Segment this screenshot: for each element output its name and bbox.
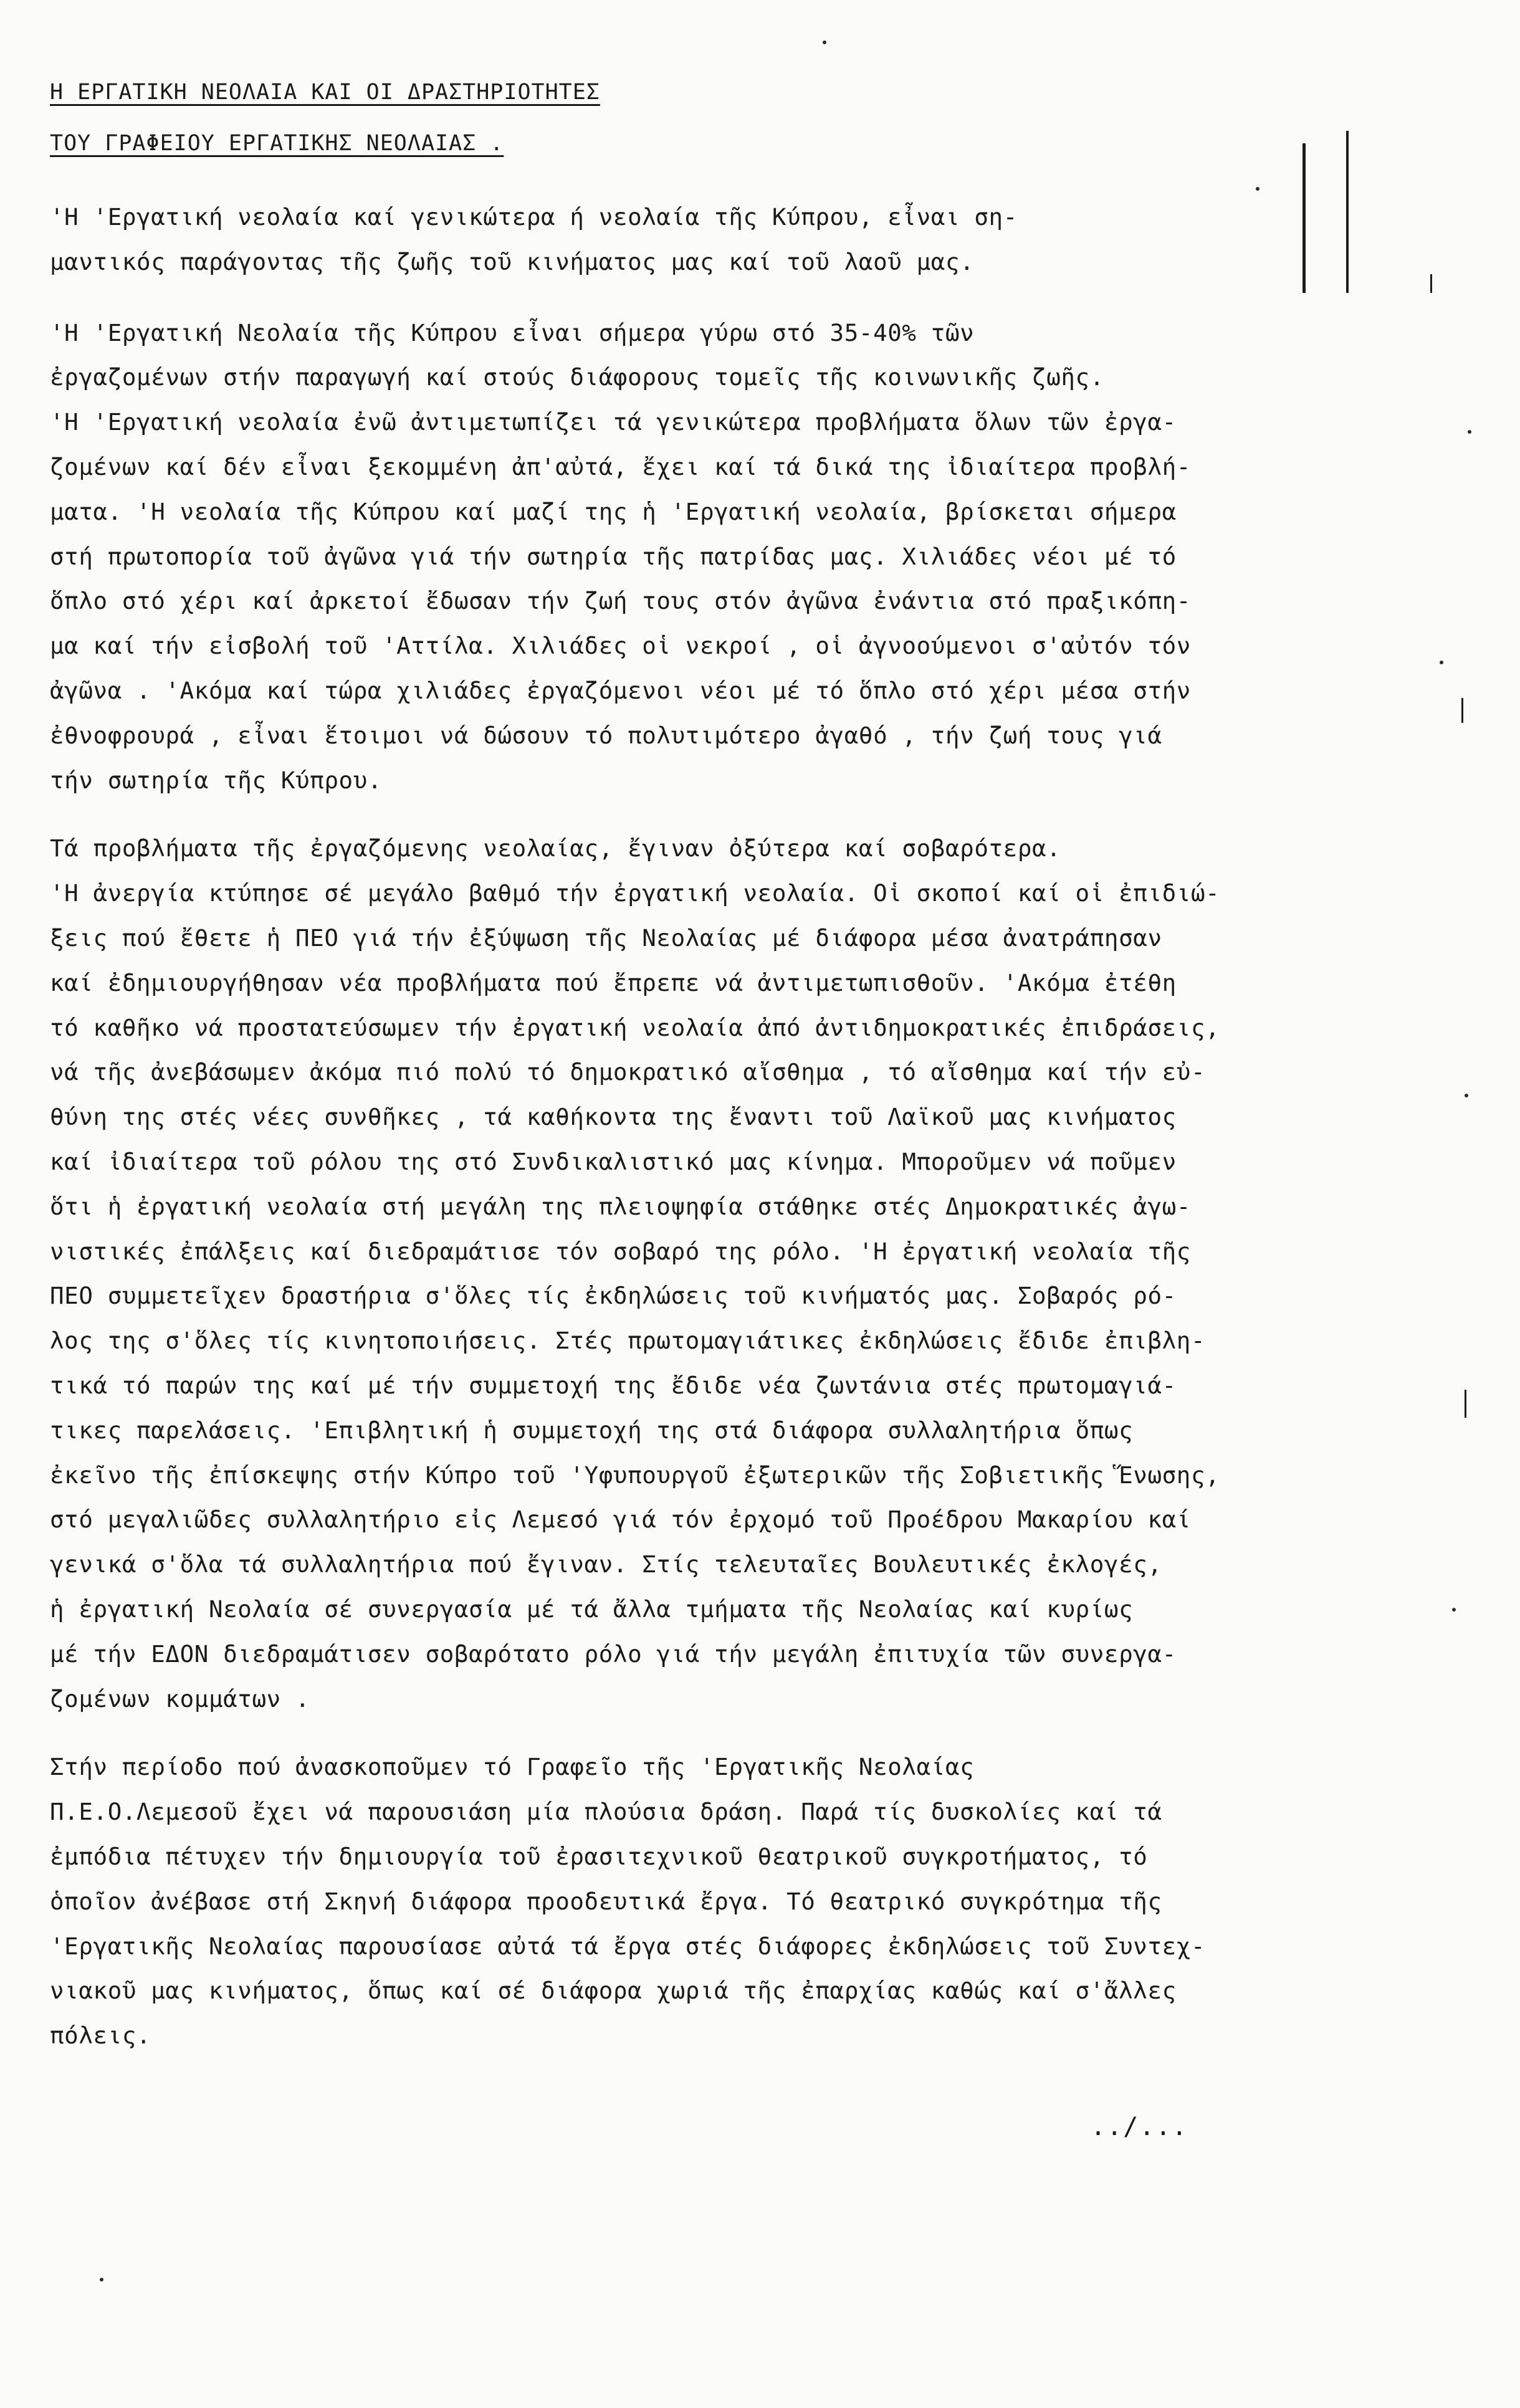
text-line: ζομένων κομμάτων . (50, 1684, 310, 1713)
speck (1465, 1094, 1468, 1097)
text-line: Π.Ε.Ο.Λεμεσοῦ ἔχει νά παρουσιάση μία πλούσια δράση. Παρά τίς δυσκολίες καί τά (50, 1798, 1162, 1826)
text-line: θύνη της στές νέες συνθῆκες , τά καθήκοντα της ἔναντι τοῦ Λαϊκοῦ μας κινήματος (50, 1103, 1177, 1131)
continuation-mark: ../... (1091, 2113, 1188, 2141)
speck (1256, 187, 1259, 191)
text-line: μαντικός παράγοντας τῆς ζωῆς τοῦ κινήματος μας καί τοῦ λαοῦ μας. (50, 247, 975, 275)
margin-bar (1346, 131, 1349, 293)
text-line: ξεις πού ἔθετε ἡ ΠΕΟ γιά τήν ἐξύψωση τῆς Νεολαίας μέ διάφορα μέσα ἀνατράπησαν (50, 924, 1162, 952)
text-line: 'Η 'Εργατική Νεολαία τῆς Κύπρου εἶναι σήμερα γύρω στό 35-40% τῶν (50, 318, 975, 346)
text-line: 'Η 'Εργατική νεολαία καί γενικώτερα ή νεολαία τῆς Κύπρου, εἶναι ση- (50, 203, 1018, 231)
text-line: Στήν περίοδο πού ἀνασκοποῦμεν τό Γραφεῖο τῆς 'Εργατικῆς Νεολαίας (50, 1753, 975, 1781)
text-line: ὁποῖον ἀνέβασε στή Σκηνή διάφορα προοδευτικά ἔργα. Τό θεατρικό συγκρότημα τῆς (50, 1887, 1162, 1915)
margin-bar (1461, 698, 1463, 723)
text-line: 'Εργατικῆς Νεολαίας παρουσίασε αὐτά τά ἔργα στές διάφορες ἐκδηλώσεις τοῦ Συντεχ- (50, 1932, 1206, 1960)
text-line: τικες παρελάσεις. 'Επιβλητική ἡ συμμετοχή της στά διάφορα συλλαλητήρια ὅπως (50, 1416, 1134, 1444)
text-line: νιακοῦ μας κινήματος, ὅπως καί σέ διάφορα χωριά τῆς ἐπαρχίας καθώς καί σ'ἄλλες (50, 1977, 1177, 2005)
margin-bar (1430, 274, 1432, 293)
speck (1440, 661, 1443, 664)
text-line: στή πρωτοπορία τοῦ ἀγῶνα γιά τήν σωτηρία τῆς πατρίδας μας. Χιλιάδες νέοι μέ τό (50, 542, 1177, 570)
text-line: μέ τήν ΕΔΟΝ διεδραμάτισεν σοβαρότατο ρόλο γιά τήν μεγάλη ἐπιτυχία τῶν συνεργα- (50, 1640, 1177, 1668)
text-line: γενικά σ'ὅλα τά συλλαλητήρια πού ἔγιναν. Στίς τελευταῖες Βουλευτικές ἐκλογές, (50, 1550, 1162, 1579)
text-line: ΠΕΟ συμμετεῖχεν δραστήρια σ'ὅλες τίς ἐκδηλώσεις τοῦ κινήματός μας. Σοβαρός ρό- (50, 1282, 1177, 1310)
text-line: ὅπλο στό χέρι καί ἀρκετοί ἔδωσαν τήν ζωή τους στόν ἀγῶνα ἐνάντια στό πραξικόπη- (50, 587, 1191, 615)
text-line: ματα. 'Η νεολαία τῆς Κύπρου καί μαζί της ἡ 'Εργατική νεολαία, βρίσκεται σήμερα (50, 497, 1177, 525)
text-line: ὅτι ἡ ἐργατική νεολαία στή μεγάλη της πλειοψηφία στάθηκε στές Δημοκρατικές ἀγω- (50, 1192, 1191, 1220)
text-line: πόλεις. (50, 2022, 151, 2050)
text-line: ἡ ἐργατική Νεολαία σέ συνεργασία μέ τά ἄλλα τμήματα τῆς Νεολαίας καί κυρίως (50, 1595, 1134, 1623)
text-line: ζομένων καί δέν εἶναι ξεκομμένη ἀπ'αὐτά, ἔχει καί τά δικά της ἰδιαίτερα προβλή- (50, 453, 1191, 480)
text-line: ἐμπόδια πέτυχεν τήν δημιουργία τοῦ ἐρασιτεχνικοῦ θεατρικοῦ συγκροτήματος, τό (50, 1843, 1148, 1870)
speck (823, 41, 826, 44)
speck (1452, 1608, 1456, 1612)
text-line: ἐκεῖνο τῆς ἐπίσκεψης στήν Κύπρο τοῦ 'Υφυπουργοῦ ἐξωτερικῶν τῆς Σοβιετικῆς Ἕνωσης, (50, 1461, 1220, 1489)
text-line: 'Η 'Εργατική νεολαία ἐνῶ ἀντιμετωπίζει τά γενικώτερα προβλήματα ὅλων τῶν ἐργα- (50, 408, 1177, 436)
margin-bar (1303, 143, 1306, 293)
text-line: νιστικές ἐπάλξεις καί διεδραμάτισε τόν σοβαρό της ρόλο. 'Η ἐργατική νεολαία τῆς (50, 1237, 1191, 1265)
text-line: ἐργαζομένων στήν παραγωγή καί στούς διάφορους τομεῖς τῆς κοινωνικῆς ζωῆς. (50, 363, 1104, 391)
speck (100, 2278, 103, 2281)
text-line: μα καί τήν εἰσβολή τοῦ 'Αττίλα. Χιλιάδες οἱ νεκροί , οἱ ἀγνοούμενοι σ'αὐτόν τόν (50, 632, 1191, 660)
text-line: τήν σωτηρία τῆς Κύπρου. (50, 766, 383, 794)
text-line: νά τῆς ἀνεβάσωμεν ἀκόμα πιό πολύ τό δημοκρατικό αἴσθημα , τό αἴσθημα καί τήν εὐ- (50, 1058, 1206, 1086)
document-title-line-1: Η ΕΡΓΑΤΙΚΗ ΝΕΟΛΑΙΑ ΚΑΙ ΟΙ ΔΡΑΣΤΗΡΙΟΤΗΤΕΣ (50, 80, 600, 105)
text-line: 'Η ἀνεργία κτύπησε σέ μεγάλο βαθμό τήν ἐργατική νεολαία. Οἱ σκοποί καί οἱ ἐπιδιώ- (50, 879, 1220, 907)
text-line: καί ἐδημιουργήθησαν νέα προβλήματα πού ἔπρεπε νά ἀντιμετωπισθοῦν. 'Ακόμα ἐτέθη (50, 968, 1177, 996)
text-line: λος της σ'ὅλες τίς κινητοποιήσεις. Στές πρωτομαγιάτικες ἐκδηλώσεις ἔδιδε ἐπιβλη- (50, 1327, 1206, 1355)
text-line: τό καθῆκο νά προστατεύσωμεν τήν ἐργατική νεολαία ἀπό ἀντιδημοκρατικές ἐπιδράσεις, (50, 1013, 1220, 1041)
text-line: Τά προβλήματα τῆς ἐργαζόμενης νεολαίας, ἔγιναν ὀξύτερα καί σοβαρότερα. (50, 834, 1061, 862)
text-line: καί ἰδιαίτερα τοῦ ρόλου της στό Συνδικαλιστικό μας κίνημα. Μποροῦμεν νά ποῦμεν (50, 1148, 1177, 1175)
document-title-line-2: ΤΟΥ ΓΡΑΦΕΙΟΥ ΕΡΓΑΤΙΚΗΣ ΝΕΟΛΑΙΑΣ . (50, 131, 504, 156)
text-line: στό μεγαλιῶδες συλλαλητήριο εἰς Λεμεσό γιά τόν ἐρχομό τοῦ Προέδρου Μακαρίου καί (50, 1506, 1191, 1534)
text-line: τικά τό παρών της καί μέ τήν συμμετοχή της ἔδιδε νέα ζωντάνια στές πρωτομαγιά- (50, 1372, 1177, 1399)
text-line: ἐθνοφρουρά , εἶναι ἕτοιμοι νά δώσουν τό πολυτιμότερο ἀγαθό , τήν ζωή τους γιά (50, 721, 1162, 749)
margin-bar (1465, 1390, 1466, 1418)
text-line: ἀγῶνα . 'Ακόμα καί τώρα χιλιάδες ἐργαζόμενοι νέοι μέ τό ὅπλο στό χέρι μέσα στήν (50, 677, 1191, 704)
speck (1468, 430, 1471, 434)
